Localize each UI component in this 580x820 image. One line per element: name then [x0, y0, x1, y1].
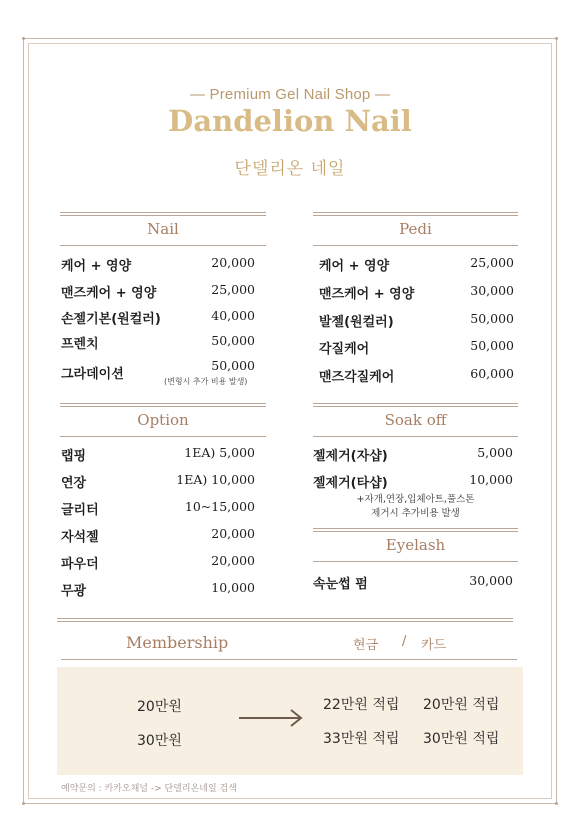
item-price: 1EA) 10,000 [176, 472, 255, 487]
right-arrow-icon [238, 708, 304, 728]
item-price: 30,000 [469, 573, 513, 588]
item-price: 1EA) 5,000 [184, 445, 255, 460]
heading-rule [313, 561, 518, 562]
item-name: 프렌치 [61, 337, 99, 352]
option-heading-label: Option [137, 411, 189, 429]
payment-card-label: 카드 [421, 638, 447, 653]
membership-cash-reward: 33만원 적립 [323, 731, 400, 747]
membership-top-rule [57, 618, 513, 622]
item-name: 글리터 [61, 503, 99, 518]
item-price: 10,000 [211, 580, 255, 595]
soak-off-heading-label: Soak off [384, 411, 447, 429]
shop-korean-title: 단델리온 네일 [234, 159, 346, 179]
item-name: 속눈썹 펌 [313, 577, 368, 592]
heading-rule [313, 212, 518, 216]
option-heading [60, 403, 266, 437]
corner-dot [22, 37, 25, 40]
item-price: 60,000 [470, 366, 514, 381]
eyelash-heading-label: Eyelash [385, 536, 446, 554]
item-price: 25,000 [470, 255, 514, 270]
item-price: 50,000 [211, 358, 255, 373]
heading-rule [60, 403, 266, 407]
item-price: 50,000 [211, 333, 255, 348]
soak-off-note [313, 493, 518, 521]
heading-rule [313, 245, 518, 246]
item-price: 50,000 [470, 311, 514, 326]
item-name: 랩핑 [61, 449, 87, 464]
item-name: 케어 + 영양 [61, 259, 132, 274]
item-price: 10,000 [469, 472, 513, 487]
item-price: 20,000 [211, 526, 255, 541]
nail-heading-label: Nail [147, 220, 179, 238]
item-name: 케어 + 영양 [319, 259, 390, 274]
item-name: 젤제거(타샵) [313, 476, 388, 491]
membership-label: Membership [126, 633, 229, 652]
soak-off-heading [313, 403, 518, 437]
payment-separator: / [402, 634, 407, 649]
payment-cash-label: 현금 [353, 638, 379, 653]
item-price: 20,000 [211, 255, 255, 270]
item-name: 무광 [61, 584, 87, 599]
eyelash-heading [313, 528, 518, 562]
item-name: 맨즈케어 + 영양 [319, 287, 415, 302]
membership-mid-rule [61, 659, 517, 660]
membership-amount: 30만원 [137, 733, 182, 749]
heading-rule [60, 212, 266, 216]
item-price: 25,000 [211, 282, 255, 297]
membership-amount: 20만원 [137, 699, 182, 715]
item-name: 그라데이션 [61, 367, 124, 382]
item-name: 맨즈각질케어 [319, 370, 395, 385]
item-name: 연장 [61, 476, 87, 491]
shop-title: Dandelion Nail [168, 104, 412, 138]
item-price: 50,000 [470, 338, 514, 353]
shop-subtitle: — Premium Gel Nail Shop — [189, 86, 391, 103]
item-name: 젤제거(자샵) [313, 449, 388, 464]
item-name: 발젤(원컬러) [319, 315, 394, 330]
item-name: 각질케어 [319, 342, 370, 357]
item-name: 자석젤 [61, 530, 99, 545]
item-price: 5,000 [477, 445, 513, 460]
item-name: 손젤기본(원컬러) [61, 312, 161, 327]
corner-dot [555, 802, 558, 805]
heading-rule [313, 403, 518, 407]
pedi-heading-label: Pedi [399, 220, 432, 238]
heading-rule [313, 528, 518, 532]
pedi-heading [313, 212, 518, 246]
membership-cash-reward: 22만원 적립 [323, 697, 400, 713]
corner-dot [555, 37, 558, 40]
item-price: 40,000 [211, 308, 255, 323]
item-price: 10~15,000 [184, 499, 255, 514]
item-price: 30,000 [470, 283, 514, 298]
item-price: 20,000 [211, 553, 255, 568]
item-name: 맨즈케어 + 영양 [61, 286, 157, 301]
membership-card-reward: 30만원 적립 [423, 731, 500, 747]
membership-card-reward: 20만원 적립 [423, 697, 500, 713]
heading-rule [60, 436, 266, 437]
heading-rule [60, 245, 266, 246]
item-name: 파우더 [61, 557, 99, 572]
soak-off-note-line: +자개,연장,입체아트,풀스톤 [356, 494, 475, 505]
nail-heading [60, 212, 266, 246]
corner-dot [22, 802, 25, 805]
reservation-footer: 예약문의 : 카카오채널 -> 단델리온네일 검색 [61, 784, 237, 794]
gradation-note: (변형시 추가 비용 발생) [164, 377, 248, 386]
heading-rule [313, 436, 518, 437]
soak-off-note-line: 제거시 추가비용 발생 [371, 508, 460, 519]
